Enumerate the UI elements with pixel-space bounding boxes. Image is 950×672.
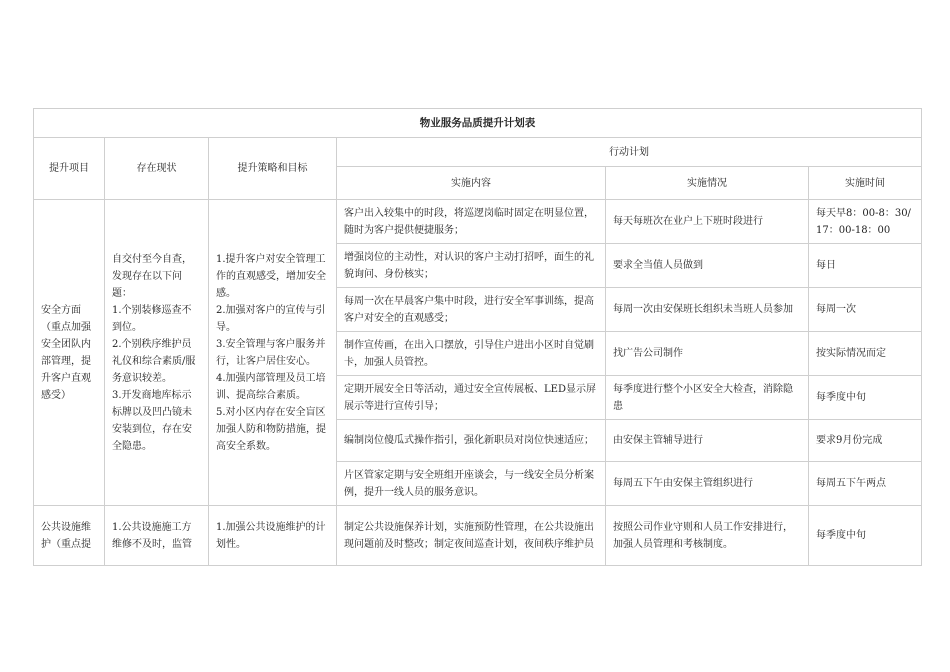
header-row-1 <box>34 138 922 167</box>
title-row <box>34 109 922 138</box>
plan-time: 每天早8：00-8：30/17：00-18：00 <box>809 200 922 244</box>
plan-situation: 每季度进行整个小区安全大检查，消除隐患 <box>606 376 809 420</box>
table-row <box>34 200 922 244</box>
plan-situation: 每周一次由安保班长组织未当班人员参加 <box>606 288 809 332</box>
plan-time: 每季度中旬 <box>809 376 922 420</box>
plan-time: 每周一次 <box>809 288 922 332</box>
plan-time: 要求9月份完成 <box>809 420 922 462</box>
header-status: 存在现状 <box>105 138 209 200</box>
plan-time: 每周五下午两点 <box>809 462 922 506</box>
section-item: 安全方面（重点加强安全团队内部管理，提升客户直观感受） <box>34 200 105 506</box>
section-strategy: 1.加强公共设施维护的计划性。 <box>209 506 337 566</box>
plan-situation: 每天每班次在业户上下班时段进行 <box>606 200 809 244</box>
plan-content: 制作宣传画，在出入口摆放，引导住户进出小区时自觉刷卡，加强人员管控。 <box>337 332 606 376</box>
plan-content: 制定公共设施保养计划，实施预防性管理，在公共设施出现问题前及时整改；制定夜间巡查计划，夜间秩序维护员 <box>337 506 606 566</box>
plan-time: 每日 <box>809 244 922 288</box>
plan-situation: 要求全当值人员做到 <box>606 244 809 288</box>
table-title: 物业服务品质提升计划表 <box>34 109 922 138</box>
plan-content: 定期开展安全日等活动，通过安全宣传展板、LED显示屏展示等进行宣传引导； <box>337 376 606 420</box>
header-action-plan: 行动计划 <box>337 138 922 167</box>
section-strategy: 1.提升客户对安全管理工作的直观感受，增加安全感。 2.加强对客户的宣传与引导。 3.安全管理与客户服务并行，让客户居住安心。 4.加强内部管理及员工培训、提高综合素质。 5.对小区内存在安全盲区加强人防和物防措施，提高安全系数。 <box>209 200 337 506</box>
header-content: 实施内容 <box>337 167 606 200</box>
plan-situation: 按照公司作业守则和人员工作安排进行，加强人员管理和考核制度。 <box>606 506 809 566</box>
header-situation: 实施情况 <box>606 167 809 200</box>
plan-situation: 找广告公司制作 <box>606 332 809 376</box>
header-strategy: 提升策略和目标 <box>209 138 337 200</box>
section-status: 自交付至今自查，发现存在以下问题： 1.个别装修巡查不到位。 2.个别秩序维护员礼仪和综合素质/服务意识较差。 3.开发商地库标示标牌以及凹凸镜未安装到位，存在安全隐患。 <box>105 200 209 506</box>
plan-time: 每季度中旬 <box>809 506 922 566</box>
plan-content: 客户出入较集中的时段，将巡逻岗临时固定在明显位置，随时为客户提供便捷服务； <box>337 200 606 244</box>
plan-content: 增强岗位的主动性，对认识的客户主动打招呼，面生的礼貌询问、身份核实； <box>337 244 606 288</box>
section-item: 公共设施维护（重点提 <box>34 506 105 566</box>
plan-content: 片区管家定期与安全班组开座谈会，与一线安全员分析案例，提升一线人员的服务意识。 <box>337 462 606 506</box>
plan-situation: 每周五下午由安保主管组织进行 <box>606 462 809 506</box>
header-item: 提升项目 <box>34 138 105 200</box>
plan-content: 每周一次在早晨客户集中时段，进行安全军事训练，提高客户对安全的直观感受； <box>337 288 606 332</box>
plan-situation: 由安保主管辅导进行 <box>606 420 809 462</box>
plan-time: 按实际情况而定 <box>809 332 922 376</box>
table-row <box>34 506 922 566</box>
quality-plan-table <box>33 108 922 566</box>
plan-content: 编制岗位傻瓜式操作指引，强化新职员对岗位快速适应； <box>337 420 606 462</box>
section-status: 1.公共设施施工方维修不及时，监管 <box>105 506 209 566</box>
header-time: 实施时间 <box>809 167 922 200</box>
